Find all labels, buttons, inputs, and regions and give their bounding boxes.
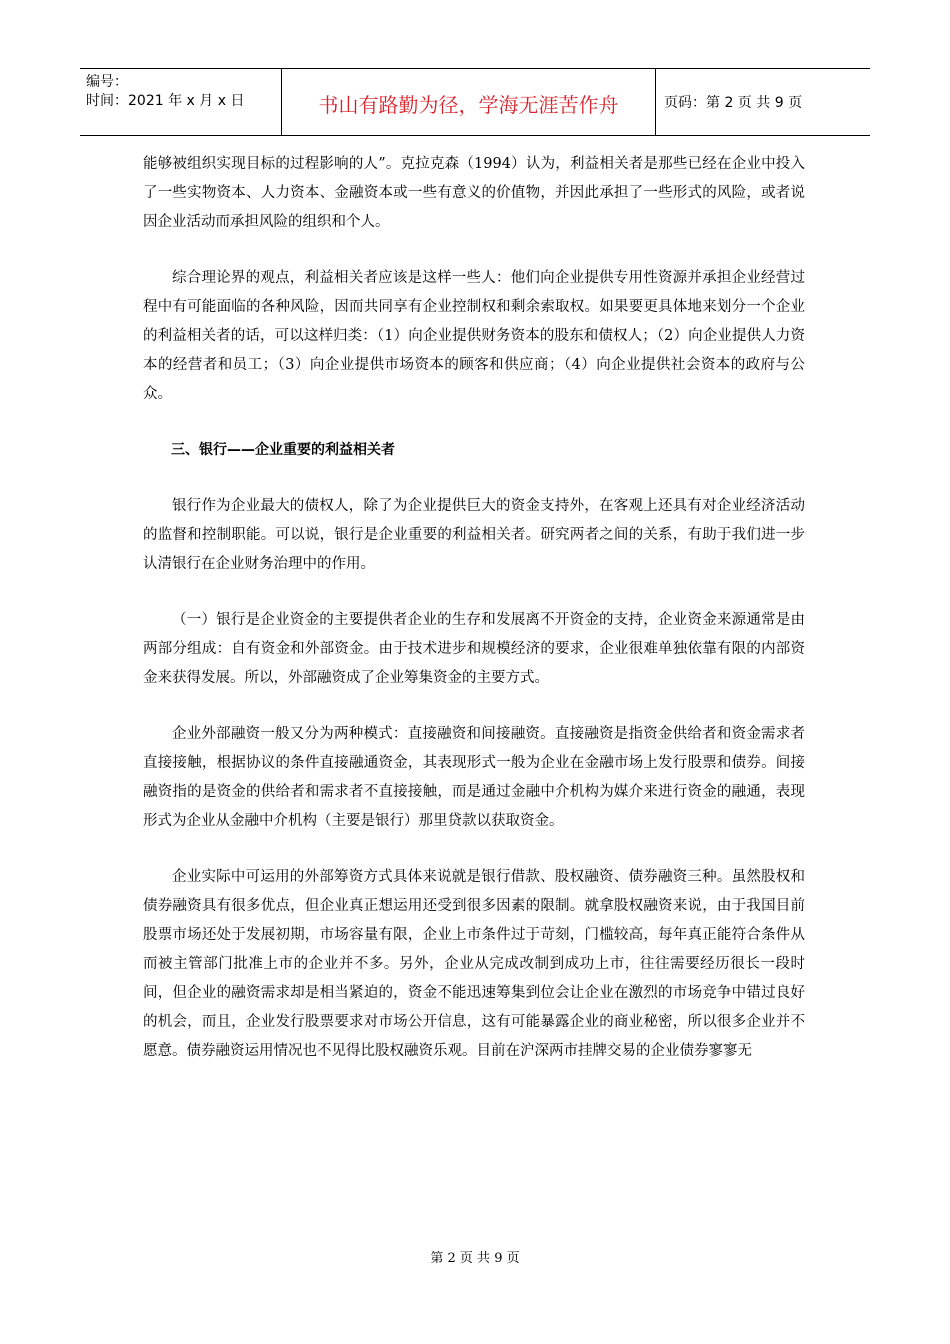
paragraph: 企业实际中可运用的外部筹资方式具体来说就是银行借款、股权融资、债券融资三种。虽然股权和债券融资具有很多优点，但企业真正想运用还受到很多因素的限制。就拿股权融资来说，由于我国目前股票市场还处于发展初期，市场容量有限，企业上市条件过于苛刻，门槛较高，每年真正能符合条件从而被主管部门批准上市的企业并不多。另外，企业从完成改制到成功上市，往往需要经历很长一段时间，但企业的融资需求却是相当紧迫的，资金不能迅速筹集到位会让企业在激烈的市场竞争中错过良好的机会，而且，企业发行股票要求对市场公开信息，这有可能暴露企业的商业秘密，所以很多企业并不愿意。债券融资运用情况也不见得比股权融资乐观。目前在沪深两市挂牌交易的企业债券寥寥无 xyxy=(143,869,805,1059)
paragraph: 综合理论界的观点，利益相关者应该是这样一些人：他们向企业提供专用性资源并承担企业经营过程中有可能面临的各种风险，因而共同享有企业控制权和剩余索取权。如果要更具体地来划分一个企业的利益相关者的话，可以这样归类：（1）向企业提供财务资本的股东和债权人；（2）向企业提供人力资本的经营者和员工；（3）向企业提供市场资本的顾客和供应商；（4）向企业提供社会资本的政府与公众。 xyxy=(143,270,805,402)
header-motto: 书山有路勤为径，学海无涯苦作舟 xyxy=(282,69,656,135)
document-body xyxy=(143,150,805,1093)
document-date: 时间：2021 年 x 月 x 日 xyxy=(86,93,245,109)
document-number: 编号： xyxy=(86,74,128,90)
paragraph: 银行作为企业最大的债权人，除了为企业提供巨大的资金支持外，在客观上还具有对企业经济活动的监督和控制职能。可以说，银行是企业重要的利益相关者。研究两者之间的关系，有助于我们进一步认清银行在企业财务治理中的作用。 xyxy=(143,498,805,572)
paragraph: 企业外部融资一般又分为两种模式：直接融资和间接融资。直接融资是指资金供给者和资金需求者直接接触，根据协议的条件直接融通资金，其表现形式一般为企业在金融市场上发行股票和债券。间接融资指的是资金的供给者和需求者不直接接触，而是通过金融中介机构为媒介来进行资金的融通，表现形式为企业从金融中介机构（主要是银行）那里贷款以获取资金。 xyxy=(143,726,805,829)
header-meta xyxy=(80,69,282,135)
section-heading: 三、银行——企业重要的利益相关者 xyxy=(171,442,395,458)
header-page-number: 页码：第 2 页 共 9 页 xyxy=(664,95,803,111)
page-footer: 第 2 页 共 9 页 xyxy=(430,1251,520,1266)
paragraph: （一）银行是企业资金的主要提供者企业的生存和发展离不开资金的支持，企业资金来源通常是由两部分组成：自有资金和外部资金。由于技术进步和规模经济的要求，企业很难单独依靠有限的内部资金来获得发展。所以，外部融资成了企业筹集资金的主要方式。 xyxy=(143,612,805,686)
page-header xyxy=(80,68,870,136)
paragraph: 能够被组织实现目标的过程影响的人”。克拉克森（1994）认为，利益相关者是那些已经在企业中投入了一些实物资本、人力资本、金融资本或一些有意义的价值物，并因此承担了一些形式的风险，或者说因企业活动而承担风险的组织和个人。 xyxy=(143,156,805,230)
